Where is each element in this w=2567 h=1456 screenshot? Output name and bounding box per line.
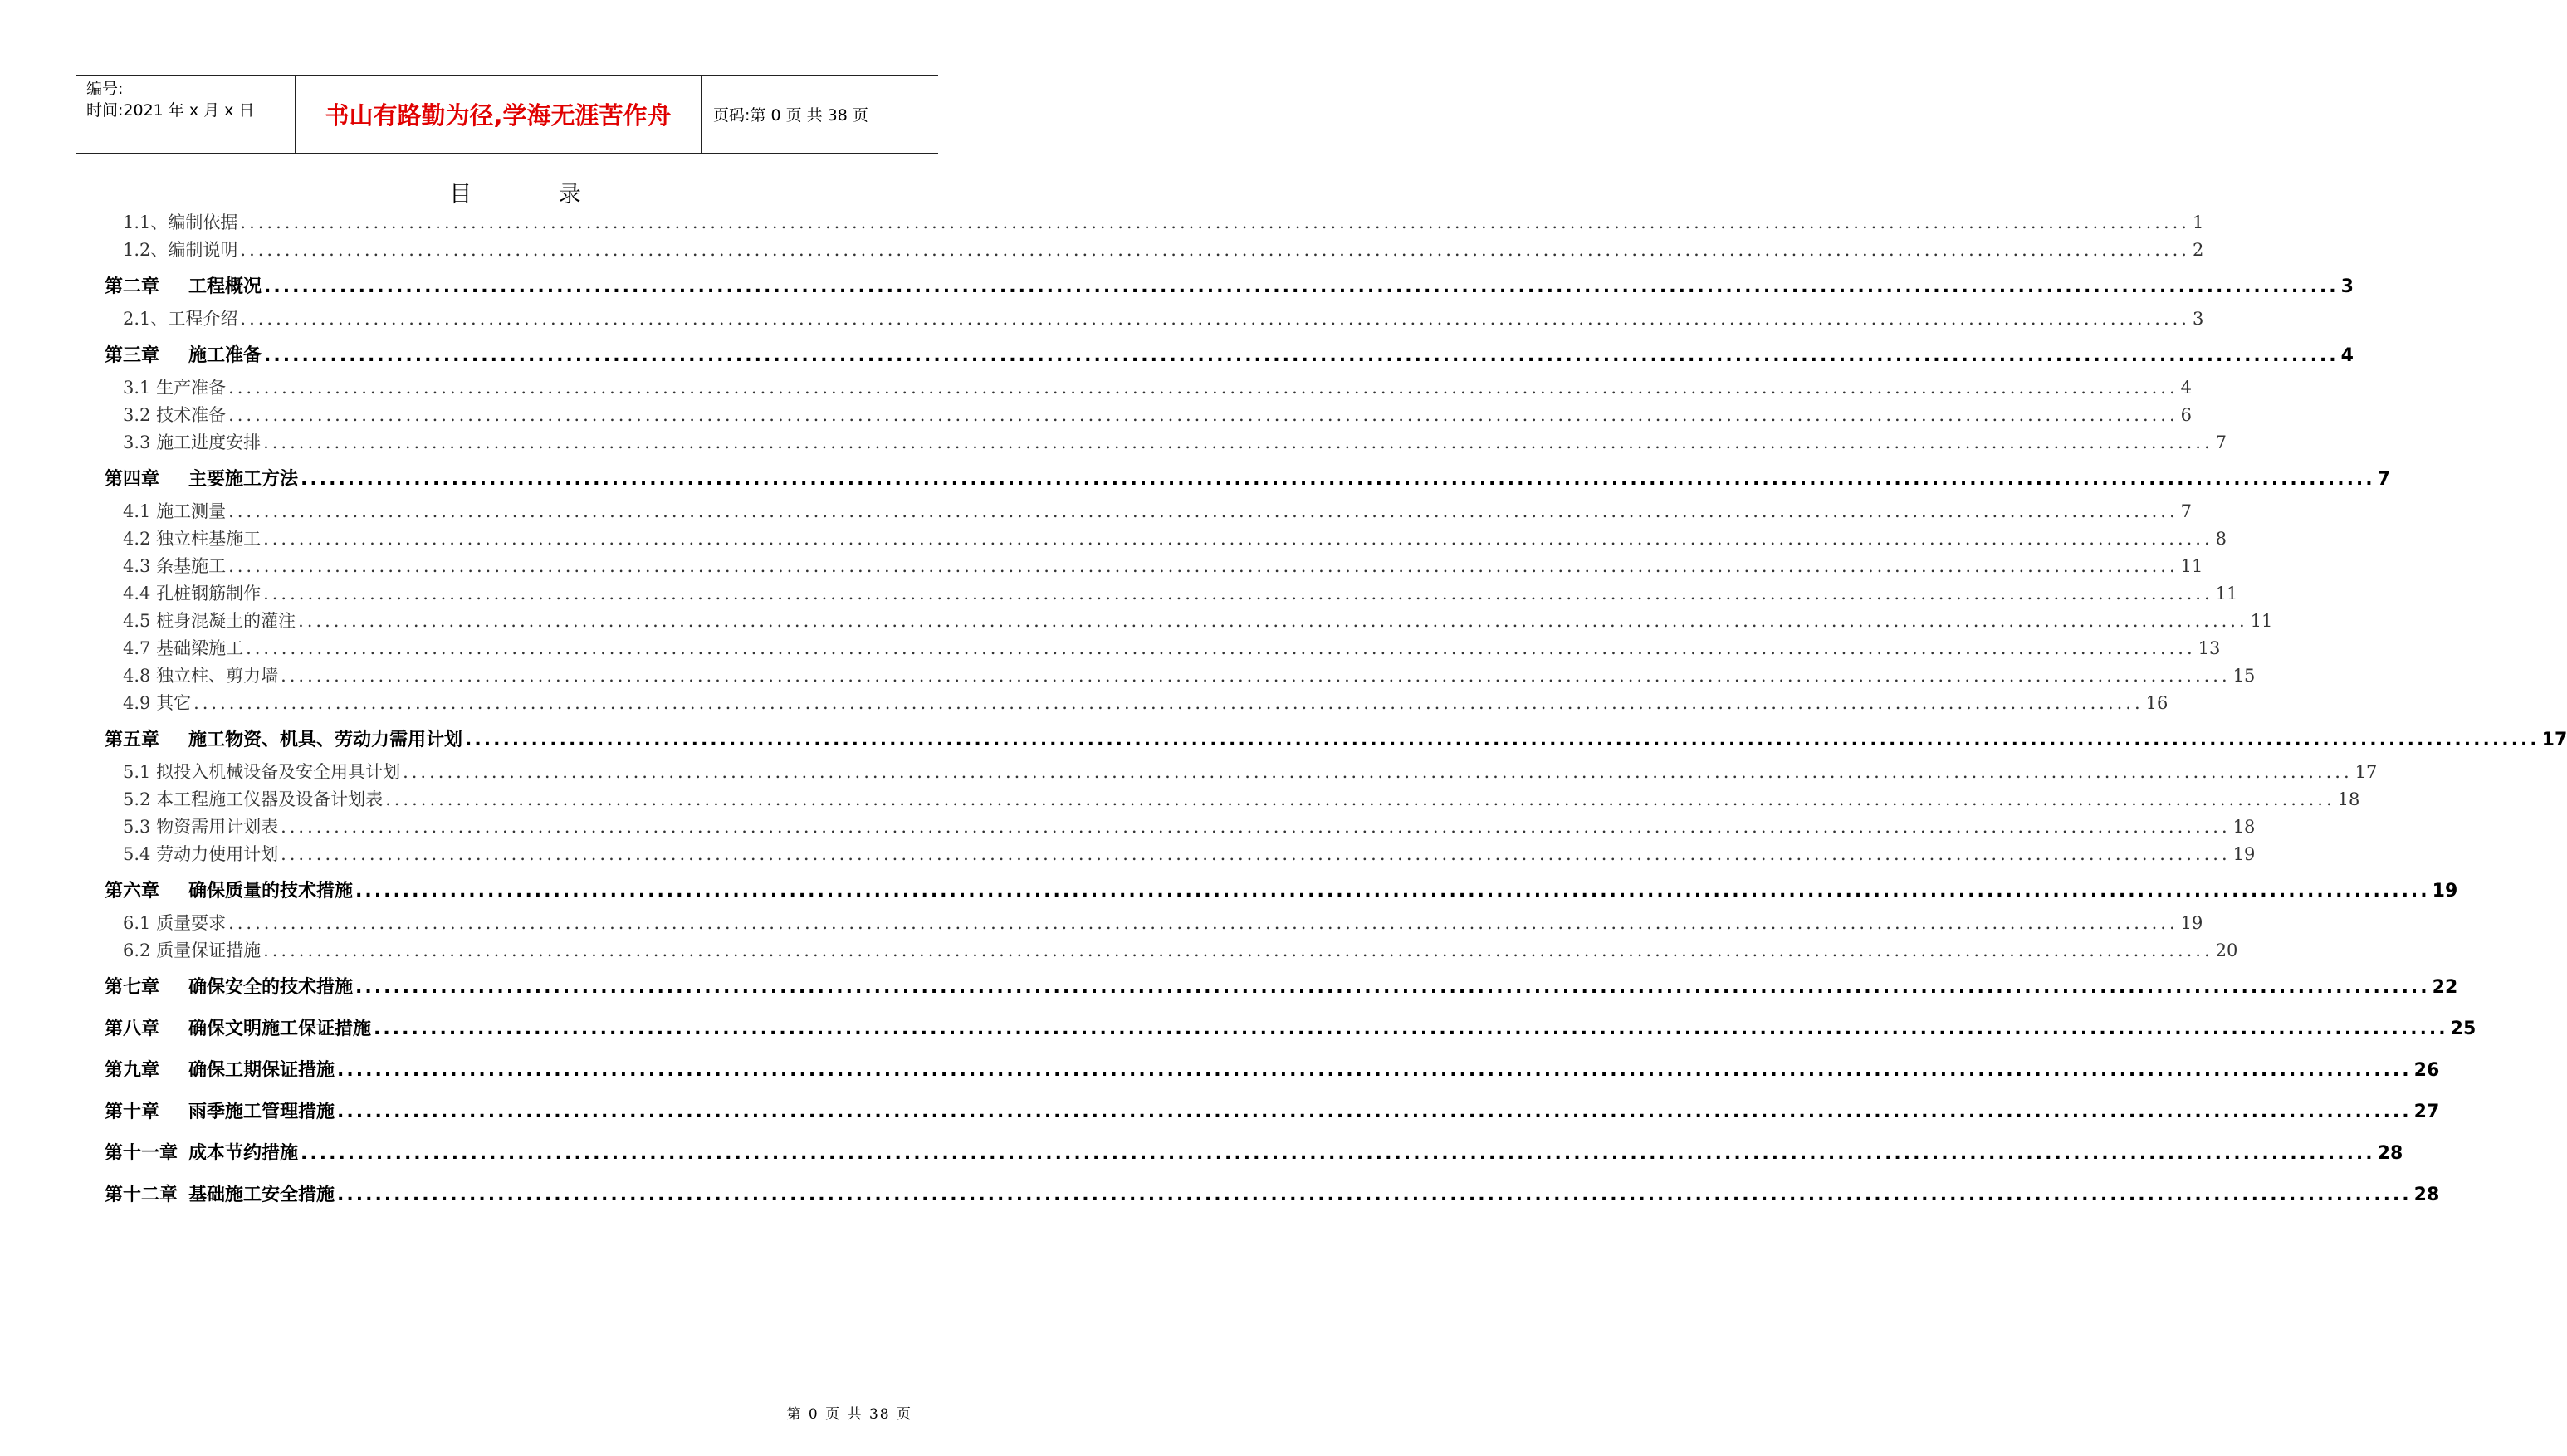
toc-entry-title: 5.3 物资需用计划表: [123, 817, 279, 837]
toc-page-number: 7: [2180, 501, 2193, 521]
toc-entry-title: [105, 268, 262, 305]
toc-dot-leader: ............................................................................................................................................................................................................................: [264, 276, 2339, 297]
toc-chapter-entry[interactable]: [105, 721, 2567, 759]
toc-page-number: 4: [2340, 345, 2354, 366]
toc-chapter-entry[interactable]: [105, 1135, 2403, 1172]
toc-entry-title: 3.3 施工进度安排: [123, 432, 262, 452]
toc-chapter-title: 确保质量的技术措施: [188, 881, 354, 901]
toc-entry-title: 1.2、编制说明: [123, 240, 238, 260]
toc-page-number: 6: [2180, 405, 2193, 425]
toc-dot-leader: ............................................................................................................................................................................................................................: [337, 1102, 2412, 1122]
toc-section-entry[interactable]: [105, 662, 2256, 690]
toc-dot-leader: ............................................................................................................................................................................................................................: [281, 817, 2231, 837]
toc-page-number: 22: [2432, 977, 2458, 998]
toc-page-number: 17: [2541, 730, 2567, 750]
toc-page-number: 19: [2180, 913, 2203, 933]
toc-page-number: 2: [2192, 240, 2204, 260]
toc-page-number: 19: [2232, 844, 2256, 864]
toc-section-entry[interactable]: [105, 402, 2193, 429]
toc-dot-leader: ............................................................................................................................................................................................................................: [228, 405, 2178, 425]
toc-section-entry[interactable]: [105, 759, 2378, 786]
toc-dot-leader: ............................................................................................................................................................................................................................: [264, 345, 2339, 366]
toc-entry-title: [105, 461, 298, 498]
toc-chapter-title: 雨季施工管理措施: [188, 1102, 335, 1122]
toc-chapter-title: 确保工期保证措施: [188, 1060, 335, 1081]
toc-page-number: 25: [2450, 1019, 2477, 1039]
toc-dot-leader: ............................................................................................................................................................................................................................: [228, 556, 2178, 576]
toc-dot-leader: ............................................................................................................................................................................................................................: [355, 881, 2430, 901]
toc-page-number: 27: [2413, 1102, 2440, 1122]
toc-dot-leader: ............................................................................................................................................................................................................................: [465, 730, 2540, 750]
toc-section-entry[interactable]: [105, 305, 2204, 333]
toc-dot-leader: ............................................................................................................................................................................................................................: [337, 1060, 2412, 1081]
toc-dot-leader: ............................................................................................................................................................................................................................: [228, 378, 2178, 398]
toc-chapter-entry[interactable]: [105, 1010, 2477, 1048]
toc-entry-title: [105, 337, 262, 374]
toc-dot-leader: ............................................................................................................................................................................................................................: [263, 584, 2213, 603]
toc-chapter-entry[interactable]: [105, 337, 2354, 374]
toc-section-entry[interactable]: [105, 429, 2227, 457]
toc-dot-leader: ............................................................................................................................................................................................................................: [385, 789, 2335, 809]
toc-chapter-number: 第九章: [105, 1060, 160, 1081]
document-number-label: 编号:: [86, 80, 124, 98]
toc-chapter-number: 第八章: [105, 1019, 160, 1039]
toc-chapter-entry[interactable]: [105, 461, 2390, 498]
toc-entry-title: [105, 1135, 298, 1172]
toc-entry-title: 4.5 桩身混凝土的灌注: [123, 611, 296, 631]
toc-section-entry[interactable]: [105, 841, 2256, 868]
header-motto: 书山有路勤为径,学海无涯苦作舟: [295, 76, 702, 153]
toc-entry-title: [105, 1010, 371, 1048]
toc-section-entry[interactable]: [105, 786, 2360, 814]
toc-chapter-title: 确保安全的技术措施: [188, 977, 354, 998]
toc-chapter-title: 工程概况: [188, 276, 262, 297]
toc-section-entry[interactable]: [105, 237, 2204, 264]
toc-section-entry[interactable]: [105, 498, 2193, 525]
toc-page-number: 11: [2180, 556, 2203, 576]
toc-dot-leader: ............................................................................................................................................................................................................................: [337, 1185, 2412, 1205]
toc-chapter-title: 施工准备: [188, 345, 262, 366]
toc-chapter-number: 第四章: [105, 469, 160, 490]
toc-dot-leader: ............................................................................................................................................................................................................................: [228, 501, 2178, 521]
toc-dot-leader: ............................................................................................................................................................................................................................: [301, 1143, 2375, 1164]
toc-chapter-number: 第十一章: [105, 1143, 178, 1164]
toc-chapter-number: 第十二章: [105, 1185, 178, 1205]
document-time: 时间:2021 年 x 月 x 日: [86, 101, 255, 120]
toc-page-number: 13: [2198, 638, 2221, 658]
toc-section-entry[interactable]: [105, 580, 2238, 608]
toc-page-number: 28: [2377, 1143, 2403, 1164]
toc-page-number: 7: [2215, 432, 2227, 452]
toc-page-number: 28: [2413, 1185, 2440, 1205]
toc-section-entry[interactable]: [105, 525, 2227, 553]
toc-entry-title: 2.1、工程介绍: [123, 309, 238, 329]
toc-chapter-entry[interactable]: [105, 1093, 2440, 1131]
toc-entry-title: 5.2 本工程施工仪器及设备计划表: [123, 789, 384, 809]
toc-chapter-number: 第二章: [105, 276, 160, 297]
header-meta: [76, 76, 295, 153]
toc-page-number: 18: [2337, 789, 2360, 809]
toc-dot-leader: ............................................................................................................................................................................................................................: [193, 693, 2144, 713]
toc-page-number: 11: [2250, 611, 2273, 631]
toc-section-entry[interactable]: [105, 209, 2204, 237]
toc-dot-leader: ............................................................................................................................................................................................................................: [263, 432, 2213, 452]
table-of-contents: [105, 209, 2567, 1214]
toc-section-entry[interactable]: [105, 814, 2256, 841]
toc-page-number: 3: [2192, 309, 2204, 329]
toc-section-entry[interactable]: [105, 608, 2273, 635]
toc-dot-leader: ............................................................................................................................................................................................................................: [263, 529, 2213, 549]
toc-section-entry[interactable]: [105, 690, 2169, 717]
toc-chapter-title: 施工物资、机具、劳动力需用计划: [188, 730, 463, 750]
toc-entry-title: 4.7 基础梁施工: [123, 638, 244, 658]
toc-entry-title: 6.1 质量要求: [123, 913, 227, 933]
toc-dot-leader: ............................................................................................................................................................................................................................: [281, 844, 2231, 864]
toc-page-number: 8: [2215, 529, 2227, 549]
toc-entry-title: 4.4 孔桩钢筋制作: [123, 584, 262, 603]
toc-entry-title: [105, 969, 353, 1006]
toc-section-entry[interactable]: [105, 635, 2221, 662]
toc-page-number: 20: [2215, 941, 2238, 960]
toc-entry-title: 3.1 生产准备: [123, 378, 227, 398]
toc-dot-leader: ............................................................................................................................................................................................................................: [228, 913, 2178, 933]
page-header: [76, 75, 938, 154]
toc-dot-leader: ............................................................................................................................................................................................................................: [240, 309, 2190, 329]
toc-entry-title: [105, 721, 462, 759]
toc-entry-title: [105, 1093, 335, 1131]
toc-entry-title: 6.2 质量保证措施: [123, 941, 262, 960]
toc-chapter-entry[interactable]: [105, 1176, 2440, 1214]
toc-entry-title: 5.1 拟投入机械设备及安全用具计划: [123, 762, 401, 782]
toc-chapter-title: 基础施工安全措施: [188, 1185, 335, 1205]
toc-chapter-entry[interactable]: [105, 1052, 2440, 1089]
toc-page-number: 17: [2354, 762, 2378, 782]
toc-page-number: 18: [2232, 817, 2256, 837]
toc-page-number: 4: [2180, 378, 2193, 398]
toc-page-number: 11: [2215, 584, 2238, 603]
toc-dot-leader: ............................................................................................................................................................................................................................: [263, 941, 2213, 960]
toc-chapter-entry[interactable]: [105, 872, 2458, 910]
toc-dot-leader: ............................................................................................................................................................................................................................: [403, 762, 2353, 782]
toc-section-entry[interactable]: [105, 910, 2203, 937]
toc-entry-title: 4.3 条基施工: [123, 556, 227, 576]
toc-dot-leader: ............................................................................................................................................................................................................................: [240, 240, 2190, 260]
toc-page-number: 19: [2432, 881, 2458, 901]
toc-entry-title: 4.1 施工测量: [123, 501, 227, 521]
toc-section-entry[interactable]: [105, 374, 2193, 402]
toc-dot-leader: ............................................................................................................................................................................................................................: [374, 1019, 2448, 1039]
header-page-info: 页码:第 0 页 共 38 页: [713, 106, 868, 125]
toc-chapter-entry[interactable]: [105, 969, 2458, 1006]
toc-dot-leader: ............................................................................................................................................................................................................................: [240, 213, 2190, 232]
toc-chapter-number: 第五章: [105, 730, 160, 750]
toc-chapter-number: 第三章: [105, 345, 160, 366]
toc-section-entry[interactable]: [105, 937, 2238, 965]
toc-page-number: 26: [2413, 1060, 2440, 1081]
toc-page-number: 3: [2340, 276, 2354, 297]
toc-page-number: 7: [2377, 469, 2390, 490]
toc-chapter-entry[interactable]: [105, 268, 2354, 305]
toc-page-number: 16: [2145, 693, 2169, 713]
toc-title: 目 录: [449, 182, 621, 208]
toc-chapter-title: 确保文明施工保证措施: [188, 1019, 372, 1039]
toc-chapter-title: 主要施工方法: [188, 469, 299, 490]
toc-chapter-number: 第七章: [105, 977, 160, 998]
toc-chapter-number: 第十章: [105, 1102, 160, 1122]
toc-dot-leader: ............................................................................................................................................................................................................................: [246, 638, 2196, 658]
toc-entry-title: [105, 1176, 335, 1214]
toc-entry-title: [105, 1052, 335, 1089]
toc-entry-title: 4.8 独立柱、剪力墙: [123, 666, 279, 686]
toc-entry-title: 5.4 劳动力使用计划: [123, 844, 279, 864]
toc-chapter-number: 第六章: [105, 881, 160, 901]
toc-dot-leader: ............................................................................................................................................................................................................................: [301, 469, 2375, 490]
toc-dot-leader: ............................................................................................................................................................................................................................: [355, 977, 2430, 998]
toc-page-number: 15: [2232, 666, 2256, 686]
toc-entry-title: 3.2 技术准备: [123, 405, 227, 425]
toc-entry-title: 4.9 其它: [123, 693, 192, 713]
toc-chapter-title: 成本节约措施: [188, 1143, 299, 1164]
page-footer: 第 0 页 共 38 页: [786, 1406, 912, 1423]
toc-section-entry[interactable]: [105, 553, 2203, 580]
toc-dot-leader: ............................................................................................................................................................................................................................: [281, 666, 2231, 686]
toc-dot-leader: ............................................................................................................................................................................................................................: [298, 611, 2248, 631]
toc-entry-title: 1.1、编制依据: [123, 213, 238, 232]
toc-entry-title: [105, 872, 353, 910]
toc-entry-title: 4.2 独立柱基施工: [123, 529, 262, 549]
toc-page-number: 1: [2192, 213, 2204, 232]
